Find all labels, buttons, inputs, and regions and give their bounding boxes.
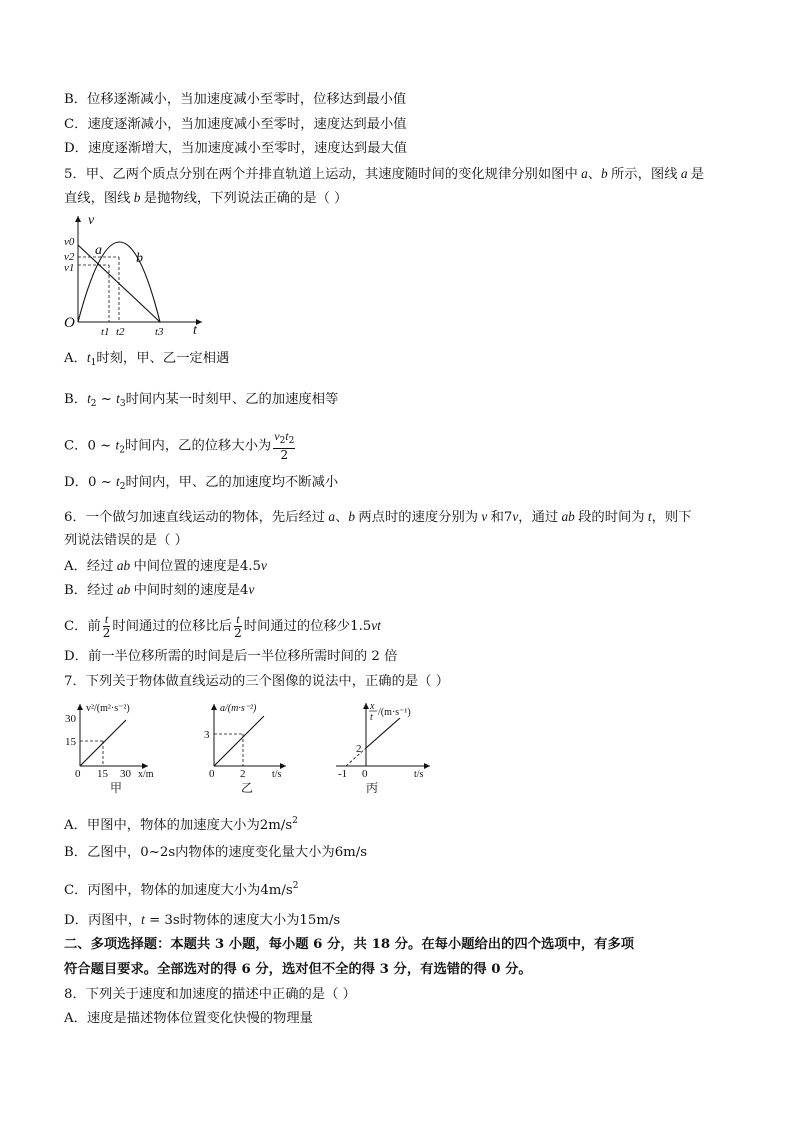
q7-jia-y-tick-15: 15 [65, 736, 76, 748]
q7-option-b: B．乙图中，0~2s内物体的速度变化量大小为6m/s [64, 845, 368, 860]
q7-jia-caption: 甲 [110, 781, 123, 795]
q7-yi-x-tick-0: 0 [209, 768, 215, 780]
q7-yi-x-tick-2: 2 [240, 768, 246, 780]
q6-option-a: A．经过 ab 中间位置的速度是4.5v [64, 558, 267, 574]
q7-graph-bing [330, 697, 440, 796]
q5-y-axis-label: v [88, 213, 95, 228]
q6-stem-line2: 列说法错误的是（ ） [64, 533, 188, 548]
section-2-heading-line2: 符合题目要求。全部选对的得 6 分，选对但不全的得 3 分，有选错的得 0 分。 [64, 962, 532, 977]
q5-option-d: D．0 ~ $t_2$时间内，甲、乙的加速度均不断减小 [64, 474, 339, 492]
q4-option-b: B．位移逐渐减小，当加速度减小至零时，位移达到最小值 [64, 92, 407, 107]
q5-option-a: A．$t_1$时刻，甲、乙一定相遇 [64, 350, 230, 368]
q7-bing-caption: 丙 [366, 781, 379, 795]
q7-yi-caption: 乙 [241, 781, 254, 795]
q8-stem: 8．下列关于速度和加速度的描述中正确的是（ ） [64, 987, 356, 1002]
q5-curve-a-label: a [95, 243, 102, 258]
q5-x-axis-label: t [193, 323, 197, 338]
q6-stem-line1: 6．一个做匀加速直线运动的物体，先后经过 a、b 两点时的速度分别为 v 和7v，通过 ab 段的时间为 t，则下 [64, 509, 692, 525]
q7-jia-y-tick-30: 30 [65, 713, 76, 725]
q7-jia-x-label: x/m [138, 769, 154, 780]
q5-y-tick-v2: v2 [64, 251, 75, 263]
q7-bing-x-tick-0: 0 [362, 768, 368, 780]
q7-bing-x-label: t/s [414, 769, 424, 780]
q5-x-tick-t2: t2 [116, 326, 125, 338]
q7-stem: 7．下列关于物体做直线运动的三个图像的说法中，正确的是（ ） [64, 674, 449, 689]
q7-yi-y-tick-3: 3 [204, 729, 210, 741]
q5-stem-line1: 5．甲、乙两个质点分别在两个并排直轨道上运动，其速度随时间的变化规律分别如图中 a、b 所示，图线 a 是 [64, 166, 705, 182]
q7-yi-x-label: t/s [272, 769, 282, 780]
q7-graph-yi [200, 700, 300, 796]
q7-option-a: A．甲图中，物体的加速度大小为$2m/s^2$ [64, 816, 298, 833]
q7-bing-y-label-unit: /(m·s⁻¹) [378, 707, 411, 718]
q7-jia-x-tick-0: 0 [75, 768, 81, 780]
q7-jia-y-label: v²/(m²·s⁻²) [86, 703, 130, 714]
q7-yi-y-label: a/(m·s⁻²) [220, 703, 257, 714]
q7-option-c: C．丙图中，物体的加速度大小为$4m/s^2$ [64, 881, 299, 898]
q6-option-c: C．前 $\frac{t}{2}$ 时间通过的位移比后 $\frac{t}{2}$ 时间通过的位移少1.5vt [64, 612, 381, 640]
q7-jia-x-tick-30: 30 [120, 768, 131, 780]
q5-option-b: B．$t_2$ ~ $t_3$时间内某一时刻甲、乙的加速度相等 [64, 391, 339, 409]
q7-bing-x-tick-neg1: -1 [338, 768, 348, 780]
q5-x-tick-t1: t1 [101, 326, 110, 338]
q5-y-tick-v0: v0 [64, 236, 75, 248]
q7-graph-jia [60, 700, 170, 796]
q5-stem-line2: 直线，图线 b 是抛物线，下列说法正确的是（ ） [64, 190, 348, 206]
q5-curve-b-label: b [136, 251, 143, 266]
q6-option-b: B．经过 ab 中间时刻的速度是4v [64, 582, 255, 598]
q7-bing-y-label-den: t [370, 712, 373, 723]
q5-x-tick-t3: t3 [155, 326, 164, 338]
q7-bing-y-tick-2: 2 [356, 743, 362, 755]
q7-option-d: D．丙图中，t = 3s时物体的速度大小为15m/s [64, 912, 341, 928]
q8-option-a: A．速度是描述物体位置变化快慢的物理量 [64, 1011, 313, 1026]
q5-y-tick-v1: v1 [64, 262, 75, 274]
q4-option-c: C．速度逐渐减小，当加速度减小至零时，速度达到最小值 [64, 117, 407, 132]
q5-origin-label: O [64, 315, 75, 331]
q7-jia-x-tick-15: 15 [97, 768, 108, 780]
section-2-heading-line1: 二、多项选择题：本题共 3 小题，每小题 6 分，共 18 分。在每小题给出的四个选项中，有多项 [64, 937, 635, 952]
q5-option-c: C．0 ~ $t_2$时间内，乙的位移大小为 $\frac{v_2t_2}{2}$ [64, 429, 295, 462]
q4-option-d: D．速度逐渐增大，当加速度减小至零时，速度达到最大值 [64, 141, 408, 156]
q7-bing-y-label-num: x [370, 701, 375, 712]
q5-vt-graph [60, 210, 210, 338]
q6-option-d: D．前一半位移所需的时间是后一半位移所需时间的 2 倍 [64, 649, 398, 664]
